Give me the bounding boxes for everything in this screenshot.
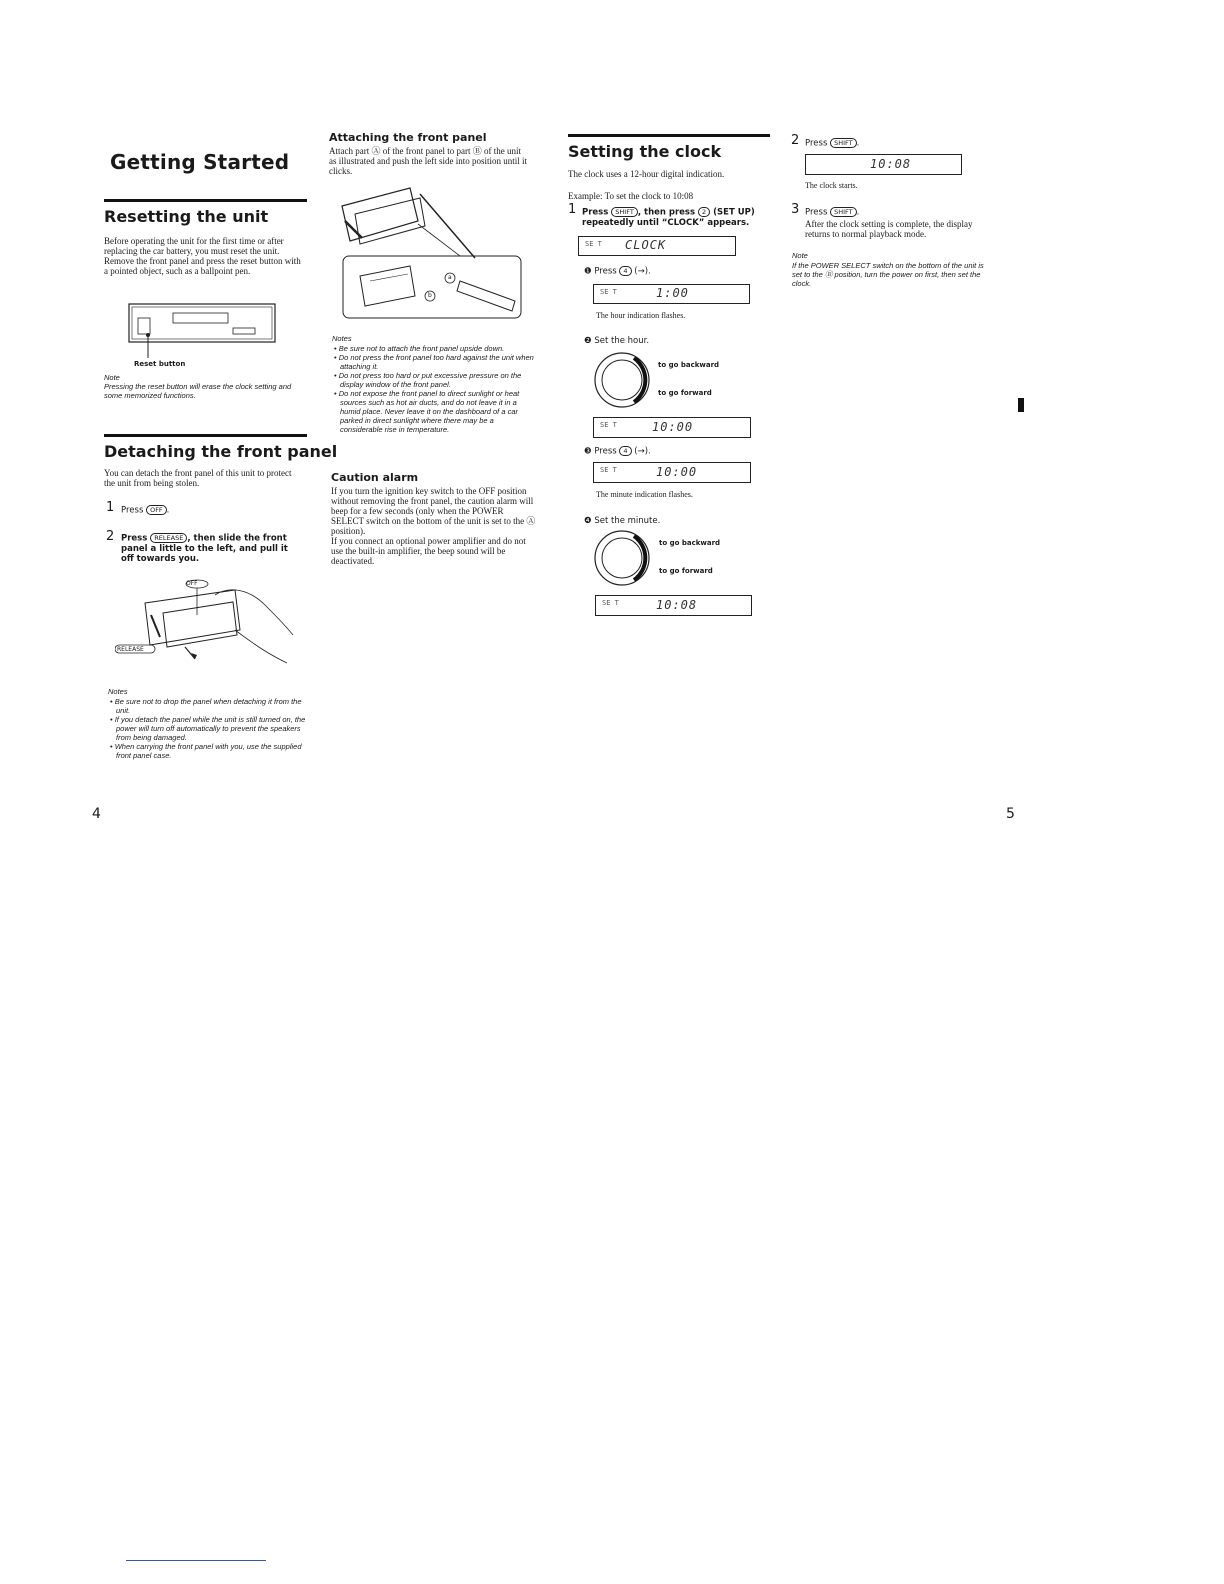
clock-note-text: If the POWER SELECT switch on the bottom of the unit is set to the Ⓑ position, turn the power on first, then set the clock.: [792, 261, 984, 288]
clock-intro: The clock uses a 12-hour digital indication.: [568, 169, 725, 179]
sub-text: Set the minute.: [594, 516, 661, 526]
clock-step1-rest: , then press: [637, 207, 696, 218]
reset-button-figure: [128, 303, 278, 363]
caution-heading: Caution alarm: [331, 471, 419, 484]
clock-sub4: [584, 516, 660, 526]
footer-line: [126, 1560, 266, 1561]
detach-step2-text: [121, 533, 301, 564]
sub-marker: ❸: [584, 446, 592, 457]
sub-marker: ❹: [584, 516, 592, 526]
clock-sub2: [584, 336, 649, 346]
reset-figure-label: Reset button: [134, 360, 186, 368]
detach-heading: Detaching the front panel: [104, 442, 338, 461]
detach-notes-label: Notes: [108, 687, 128, 696]
clock-step1-number: 1: [568, 202, 577, 217]
sub-arrow: (→).: [634, 266, 651, 277]
detach-step2-press: Press: [121, 533, 148, 544]
release-button[interactable]: RELEASE: [150, 533, 187, 543]
detach-step1-press: Press: [121, 505, 144, 516]
attach-note-item: • Do not expose the front panel to direct sunlight or heat sources such as hot air ducts, and do not leave it in a humid place. Never leave it on the dashboard of a car parked in direct sunlight where there may be a considerable rise in temperature.: [332, 389, 537, 434]
sub-text: Set the hour.: [594, 336, 650, 346]
detach-panel-figure: [115, 575, 295, 675]
attach-heading: Attaching the front panel: [329, 131, 487, 144]
fig-part-b: b: [428, 292, 432, 299]
lcd-digits: 10:08: [870, 157, 912, 171]
minute-flash-caption: The minute indication flashes.: [596, 490, 693, 499]
section-rule: [104, 199, 307, 202]
clock-step3-body: After the clock setting is complete, the display returns to normal playback mode.: [805, 219, 973, 239]
detach-step2-rest: , then slide the front panel a little to the left, and pull it off towards you.: [121, 533, 288, 564]
sub-arrow: (→).: [634, 446, 651, 457]
sub-marker: ❷: [584, 336, 592, 346]
reset-note-label: Note: [104, 373, 120, 382]
lcd-display-clock: [578, 236, 736, 256]
reset-note-text: Pressing the reset button will erase the clock setting and some memorized functions.: [104, 382, 292, 400]
lcd-digits: 10:00: [652, 420, 694, 434]
hour-flash-caption: The hour indication flashes.: [596, 311, 686, 320]
clock-step3-press: Press: [805, 207, 828, 218]
knob-hour-forward: to go forward: [658, 389, 712, 397]
forward-button[interactable]: 4: [619, 266, 631, 276]
lcd-label: SE T: [602, 599, 619, 607]
lcd-display-clock-start: [805, 154, 962, 175]
detach-step1-text: Press OFF .: [121, 505, 170, 516]
attach-notes-list: [332, 344, 537, 434]
clock-step3-text: Press SHIFT .: [805, 207, 860, 218]
lcd-label: SE T: [585, 240, 602, 248]
lcd-digits: 10:00: [656, 465, 698, 479]
fig-off-label: OFF: [186, 580, 198, 587]
detach-step2-number: 2: [106, 529, 115, 544]
clock-step2-number: 2: [791, 133, 800, 148]
dial-knob-hour-icon[interactable]: [592, 350, 652, 410]
page-number-left: 4: [92, 806, 101, 822]
knob-minute-forward: to go forward: [659, 567, 713, 575]
dial-knob-minute-icon[interactable]: [592, 528, 652, 588]
lcd-label: SE T: [600, 421, 617, 429]
sub-marker: ❶: [584, 266, 592, 277]
clock-step3-number: 3: [791, 202, 800, 217]
detach-body: You can detach the front panel of this unit to protect the unit from being stolen.: [104, 468, 292, 488]
attach-note-item: • Be sure not to attach the front panel upside down.: [332, 344, 537, 353]
clock-heading: Setting the clock: [568, 142, 722, 161]
detach-note-item: • When carrying the front panel with you, use the supplied front panel case.: [108, 742, 308, 760]
lcd-display-hour-set: [593, 417, 751, 438]
detach-step1-number: 1: [106, 500, 115, 515]
clock-sub1: [584, 266, 651, 277]
attach-body: Attach part Ⓐ of the front panel to part Ⓑ of the unit as illustrated and push the left side into position until it clicks.: [329, 146, 527, 176]
lcd-display-minute: [593, 462, 751, 483]
page-number-right: 5: [1006, 806, 1015, 822]
setup-button[interactable]: 2: [698, 207, 710, 217]
detach-note-item: • If you detach the panel while the unit is still turned on, the power will turn off automatically to prevent the speakers from being damaged.: [108, 715, 308, 742]
sub-text: Press: [594, 266, 617, 277]
clock-note-label: Note: [792, 251, 808, 260]
attach-note-item: • Do not press too hard or put excessive pressure on the display window of the front panel.: [332, 371, 537, 389]
lcd-digits: 10:08: [656, 598, 698, 612]
lcd-digits: 1:00: [656, 286, 689, 300]
page-title: Getting Started: [110, 150, 290, 174]
clock-step1-text: [582, 207, 767, 228]
shift-button[interactable]: SHIFT: [611, 207, 638, 217]
fig-part-a: a: [448, 274, 452, 281]
attach-note-item: • Do not press the front panel too hard against the unit when attaching it.: [332, 353, 537, 371]
off-button[interactable]: OFF: [146, 505, 167, 515]
clock-step1-rest2: (SET UP) repeatedly until “CLOCK” appears.: [582, 207, 755, 228]
lcd-display-hour: [593, 284, 750, 304]
attach-panel-figure: [340, 186, 525, 321]
reset-heading: Resetting the unit: [104, 207, 269, 226]
lcd-digits: CLOCK: [625, 238, 667, 252]
clock-step2-text: Press SHIFT .: [805, 138, 860, 149]
clock-step2-press: Press: [805, 138, 828, 149]
shift-button[interactable]: SHIFT: [830, 207, 857, 217]
clock-start-caption: The clock starts.: [805, 181, 858, 190]
detach-note-item: • Be sure not to drop the panel when detaching it from the unit.: [108, 697, 308, 715]
clock-sub3: [584, 446, 651, 457]
lcd-label: SE T: [600, 288, 617, 296]
forward-button[interactable]: 4: [619, 446, 631, 456]
lcd-display-minute-set: [595, 595, 752, 616]
shift-button[interactable]: SHIFT: [830, 138, 857, 148]
clock-example: Example: To set the clock to 10:08: [568, 191, 694, 201]
section-rule: [104, 434, 307, 437]
section-rule: [568, 134, 770, 137]
detach-notes-list: [108, 697, 308, 760]
lcd-label: SE T: [600, 466, 617, 474]
knob-hour-backward: to go backward: [658, 361, 720, 369]
sub-text: Press: [594, 446, 617, 457]
clock-step1-press: Press: [582, 207, 609, 218]
page-edge-marker: [1018, 398, 1024, 412]
attach-notes-label: Notes: [332, 334, 352, 343]
fig-release-label: RELEASE: [117, 646, 144, 653]
caution-body: If you turn the ignition key switch to the OFF position without removing the front panel, the caution alarm will beep for a few seconds (only when the POWER SELECT switch on the bottom of the unit is set to the Ⓐ position). If you connect an optional power amplifier and do not use the built-in amplifier, the beep sound will be deactivated.: [331, 486, 536, 566]
knob-minute-backward: to go backward: [659, 539, 721, 547]
reset-body: Before operating the unit for the first time or after replacing the car battery, you must reset the unit. Remove the front panel and press the reset button with a pointed object, such as a ballpoint pen.: [104, 236, 301, 276]
